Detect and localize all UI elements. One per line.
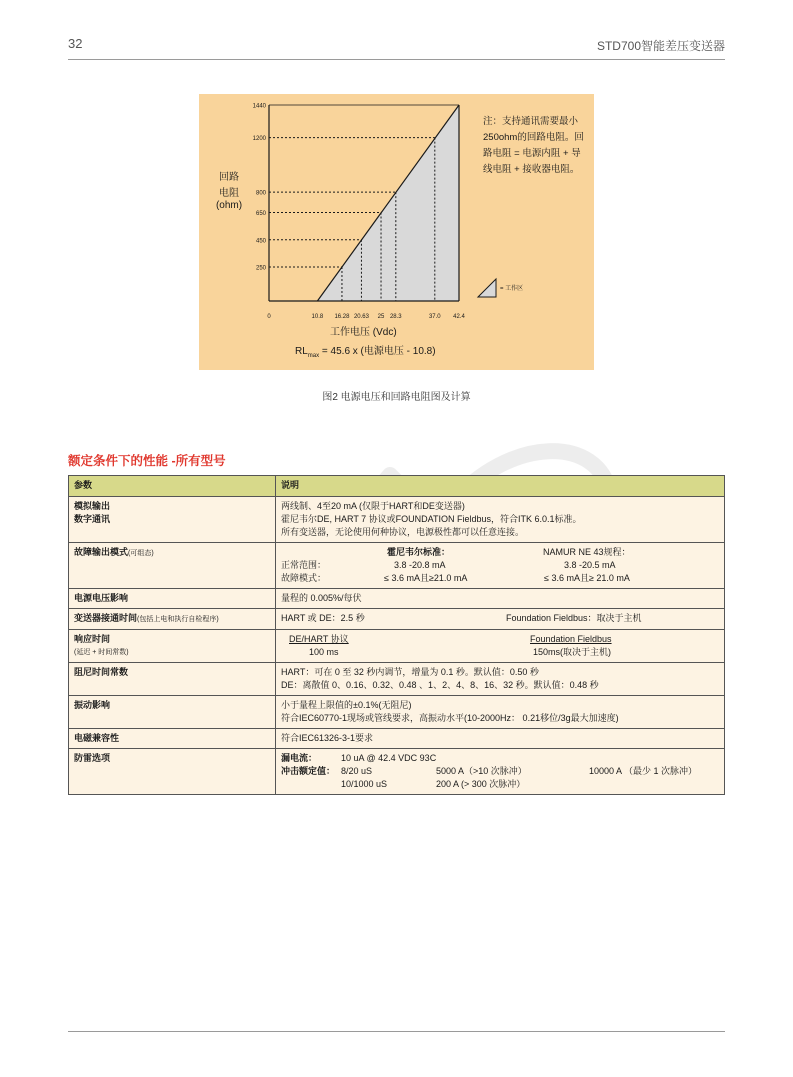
normal-range-label: 正常范围： [281, 560, 327, 570]
response-value-row [281, 646, 719, 659]
x-tick-label-10.8: 10.8 [311, 314, 324, 320]
param-line: 数字通讯 [74, 514, 111, 524]
y-tick-label-450: 450 [255, 238, 266, 245]
figure-caption: 图2 电源电压和回路电阻图及计算 [322, 392, 471, 403]
desc-cell [276, 609, 725, 630]
fault-mode-honeywell: ≤ 3.6 mA且≥21.0 mA [384, 573, 468, 583]
normal-range-namur: 3.8 -20.5 mA [564, 560, 616, 570]
y-tick-label-650: 650 [255, 211, 266, 218]
table-header-row [69, 476, 725, 497]
fault-heading-row [281, 546, 719, 559]
loop-resistance-figure [199, 94, 594, 370]
table-row-turn-on-time [69, 609, 725, 630]
desc-line: HART：可在 0 至 32 秒内调节，增量为 0.1 秒。默认值：0.50 秒 [281, 667, 539, 677]
param-cell: 防雷选项 [69, 749, 276, 795]
running-title: STD700智能差压变送器 [596, 39, 725, 53]
desc-line: 所有变送器，无论使用何种协议，电源极性都可以任意连接。 [281, 527, 525, 537]
desc-cell [276, 696, 725, 729]
surge-waveform-8-20: 8/20 uS [341, 766, 373, 776]
param-text: 故障输出模式 [74, 547, 129, 557]
surge-row-2 [281, 778, 719, 791]
turn-on-row [281, 612, 719, 625]
desc-cell [276, 543, 725, 589]
y-tick-label-1200: 1200 [252, 136, 266, 143]
param-cell [69, 630, 276, 663]
param-cell: 阻尼时间常数 [69, 663, 276, 696]
param-cell: 电源电压影响 [69, 589, 276, 609]
surge-10000a: 10000 A （最少 1 次脉冲） [589, 766, 698, 776]
desc-line: 符合IEC60770-1现场或管线要求，高振动水平(10-2000Hz： 0.21移位/3g最大加速度) [281, 713, 619, 723]
x-tick-label-42.4: 42.4 [453, 314, 465, 320]
surge-5000a: 5000 A（>10 次脉冲） [436, 766, 527, 776]
leakage-row [281, 752, 719, 765]
performance-spec-table [68, 475, 725, 795]
desc-cell [276, 497, 725, 543]
param-cell: 振动影响 [69, 696, 276, 729]
formula-rest: = 45.6 x (电源电压 - 10.8) [319, 346, 436, 357]
y-axis-label-line-1: 回路 [219, 172, 239, 183]
surge-label: 冲击额定值： [281, 766, 336, 776]
table-row-analog-output [69, 497, 725, 543]
formula-subscript: max [307, 353, 320, 359]
x-tick-label-37.0: 37.0 [428, 314, 441, 320]
fault-mode-namur: ≤ 3.6 mA且≥ 21.0 mA [544, 573, 630, 583]
section-title: 额定条件下的性能 -所有型号 [68, 454, 226, 468]
param-cell [69, 497, 276, 543]
desc-cell: 符合IEC61326-3-1要求 [276, 729, 725, 749]
response-fieldbus-value: 150ms(取决于主机) [533, 647, 612, 657]
formula-prefix: RL [295, 346, 308, 357]
desc-line: 小于量程上限值的±0.1%(无阻尼) [281, 700, 412, 710]
header-param: 参数 [69, 476, 276, 497]
fault-mode-row [281, 572, 719, 585]
desc-cell: 量程的 0.005%/每伏 [276, 589, 725, 609]
y-tick-label-250: 250 [255, 265, 266, 272]
normal-range-row [281, 559, 719, 572]
surge-200a: 200 A (> 300 次脉冲） [436, 779, 526, 789]
normal-range-honeywell: 3.8 -20.8 mA [394, 560, 446, 570]
x-tick-label-20.63: 20.63 [353, 314, 369, 320]
figure-note: 注：支持通讯需要最小250ohm的回路电阻。回路电阻 = 电源内阻 + 导线电阻 + 接收器电阻。 [483, 116, 584, 175]
leakage-value: 10 uA @ 42.4 VDC 93C [341, 753, 437, 763]
surge-row [281, 765, 719, 778]
working-area-legend-icon [478, 279, 496, 297]
turn-on-hart-de: HART 或 DE：2.5 秒 [281, 613, 365, 623]
param-note: (包括上电和执行自检程序) [137, 616, 219, 623]
x-tick-label-0: 0 [267, 314, 271, 320]
desc-cell [276, 663, 725, 696]
leakage-label: 漏电流： [281, 753, 318, 763]
param-cell [69, 609, 276, 630]
y-axis-label-line-2: 电阻 [219, 188, 239, 199]
desc-cell [276, 749, 725, 795]
page-number: 32 [68, 36, 83, 51]
desc-line: DE：离散值 0、0.16、0.32、0.48 、1、2、4、8、16、32 秒。默认值：0.48 秒 [281, 680, 599, 690]
desc-line: 两线制、4至20 mA (仅限于HART和DE变送器) [281, 501, 465, 511]
table-row-supply-voltage [69, 589, 725, 609]
honeywell-standard-label: 霍尼韦尔标准： [387, 547, 451, 557]
desc-line: 霍尼韦尔DE, HART 7 协议或FOUNDATION Fieldbus，符合ITK 6.0.1标准。 [281, 514, 582, 524]
table-row-emc [69, 729, 725, 749]
param-line: 模拟输出 [74, 501, 111, 511]
y-tick-label-1440: 1440 [252, 103, 266, 110]
x-axis-title: 工作电压 (Vdc) [330, 327, 397, 338]
desc-cell [276, 630, 725, 663]
x-tick-label-16.28: 16.28 [334, 314, 350, 320]
x-tick-label-28.3: 28.3 [389, 314, 402, 320]
turn-on-fieldbus: Foundation Fieldbus：取决于主机 [506, 613, 642, 623]
table-row-damping [69, 663, 725, 696]
surge-waveform-10-1000: 10/1000 uS [341, 779, 388, 789]
namur-standard-label: NAMUR NE 43规程： [543, 547, 631, 557]
response-heading-row [281, 633, 719, 646]
fault-mode-label: 故障模式： [281, 573, 327, 583]
rl-max-formula [295, 342, 436, 359]
param-cell: 电磁兼容性 [69, 729, 276, 749]
param-note: (可组态) [128, 550, 154, 557]
param-cell [69, 543, 276, 589]
header-rule [68, 59, 725, 60]
working-area-legend-label: = 工作区 [500, 286, 524, 292]
response-fieldbus-heading: Foundation Fieldbus [530, 634, 612, 644]
response-hart-heading: DE/HART 协议 [289, 634, 349, 644]
table-row-vibration [69, 696, 725, 729]
param-text: 响应时间 [74, 634, 111, 644]
y-tick-label-800: 800 [255, 190, 266, 197]
header-desc: 说明 [276, 476, 725, 497]
response-hart-value: 100 ms [309, 647, 339, 657]
table-row-response-time [69, 630, 725, 663]
param-text: 变送器接通时间 [74, 613, 138, 623]
footer-rule [68, 1031, 725, 1032]
param-note: (延迟 + 时间常数) [74, 649, 129, 656]
table-row-fault-output [69, 543, 725, 589]
y-axis-label-line-3: (ohm) [215, 200, 243, 211]
table-row-lightning [69, 749, 725, 795]
x-tick-label-25: 25 [377, 314, 385, 320]
